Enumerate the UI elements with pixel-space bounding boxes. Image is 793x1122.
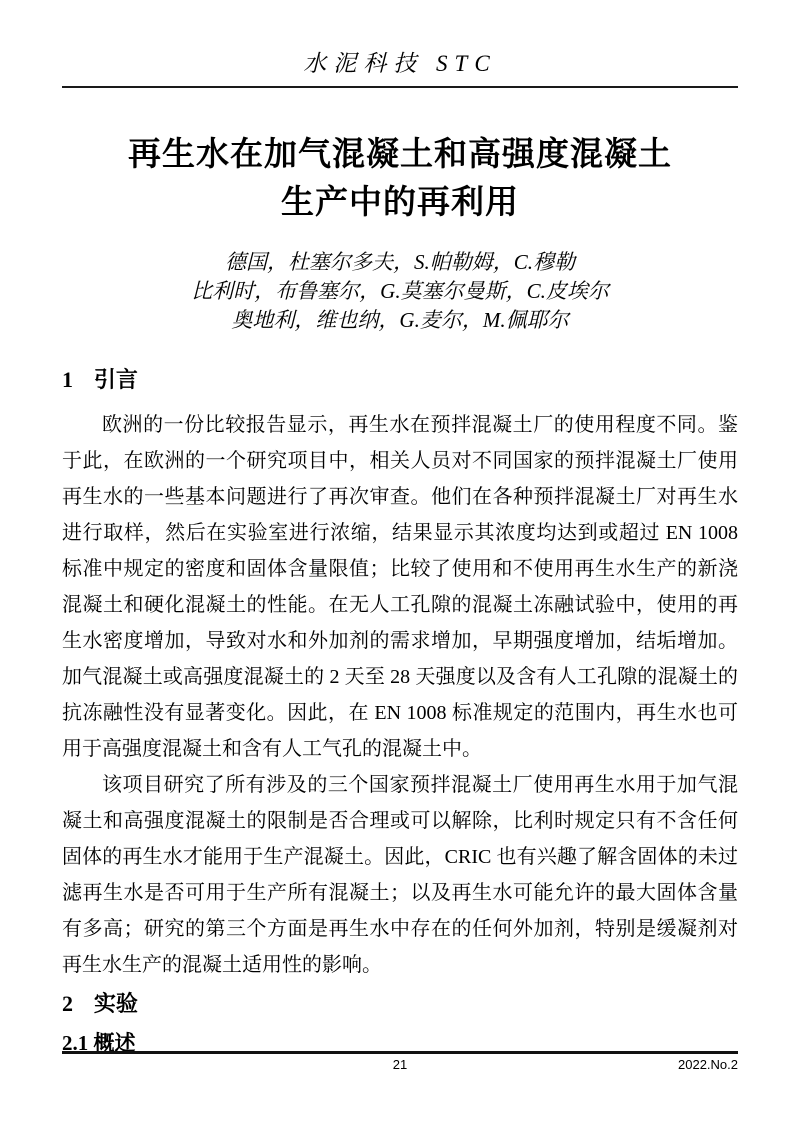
- section-title: 实验: [93, 991, 138, 1016]
- subsection-number: 2.1: [62, 1031, 89, 1055]
- section-number: 1: [62, 367, 73, 392]
- section-heading-experiment: [62, 991, 738, 1017]
- article-title: [62, 130, 738, 226]
- section-title: 引言: [93, 367, 138, 392]
- author-line: 比利时，布鲁塞尔，G.莫塞尔曼斯，C.皮埃尔: [191, 279, 609, 303]
- header-rule: [62, 86, 738, 88]
- article-title-line1: 再生水在加气混凝土和高强度混凝土: [128, 135, 672, 172]
- footer-rule: [62, 1051, 738, 1054]
- paragraph-intro-1: 欧洲的一份比较报告显示，再生水在预拌混凝土厂的使用程度不同。鉴于此，在欧洲的一个研究项目中，相关人员对不同国家的预拌混凝土厂使用再生水的一些基本问题进行了再次审查。他们在各种预拌混凝土厂对再生水进行取样，然后在实验室进行浓缩，结果显示其浓度均达到或超过 EN 1008 标准中规定的密度和固体含量限值；比较了使用和不使用再生水生产的新浇混凝土和硬化混凝土的性能。在无人工孔隙的混凝土冻融试验中，使用的再生水密度增加，导致对水和外加剂的需求增加，早期强度增加，结垢增加。加气混凝土或高强度混凝土的 2 天至 28 天强度以及含有人工孔隙的混凝土的抗冻融性没有显著变化。因此，在 EN 1008 标准规定的范围内，再生水也可用于高强度混凝土和含有人工气孔的混凝土中。: [62, 414, 738, 760]
- journal-title: 水泥科技 STC: [303, 51, 497, 76]
- article-body: [62, 130, 738, 1056]
- article-title-line2: 生产中的再利用: [281, 183, 519, 220]
- page-footer: [62, 1051, 738, 1077]
- page-number: 21: [392, 1057, 408, 1072]
- author-line: 德国，杜塞尔多夫，S.帕勒姆，C.穆勒: [224, 250, 575, 274]
- paragraph-intro-2: 该项目研究了所有涉及的三个国家预拌混凝土厂使用再生水用于加气混凝土和高强度混凝土的限制是否合理或可以解除，比利时规定只有不含任何固体的再生水才能用于生产混凝土。因此，CRIC 也有兴趣了解含固体的未过滤再生水是否可用于生产所有混凝土；以及再生水可能允许的最大固体含量有多高；研究的第三个方面是再生水中存在的任何外加剂，特别是缓凝剂对再生水生产的混凝土适用性的影响。: [62, 774, 738, 976]
- issue-label: 2022.No.2: [678, 1057, 738, 1072]
- subsection-title: 概述: [93, 1032, 136, 1055]
- author-line: 奥地利，维也纳，G.麦尔，M.佩耶尔: [231, 308, 569, 332]
- journal-header: [62, 0, 738, 88]
- section-heading-introduction: [62, 367, 738, 393]
- section-number: 2: [62, 991, 73, 1016]
- footer-row: [62, 1057, 738, 1077]
- author-block: [62, 248, 738, 335]
